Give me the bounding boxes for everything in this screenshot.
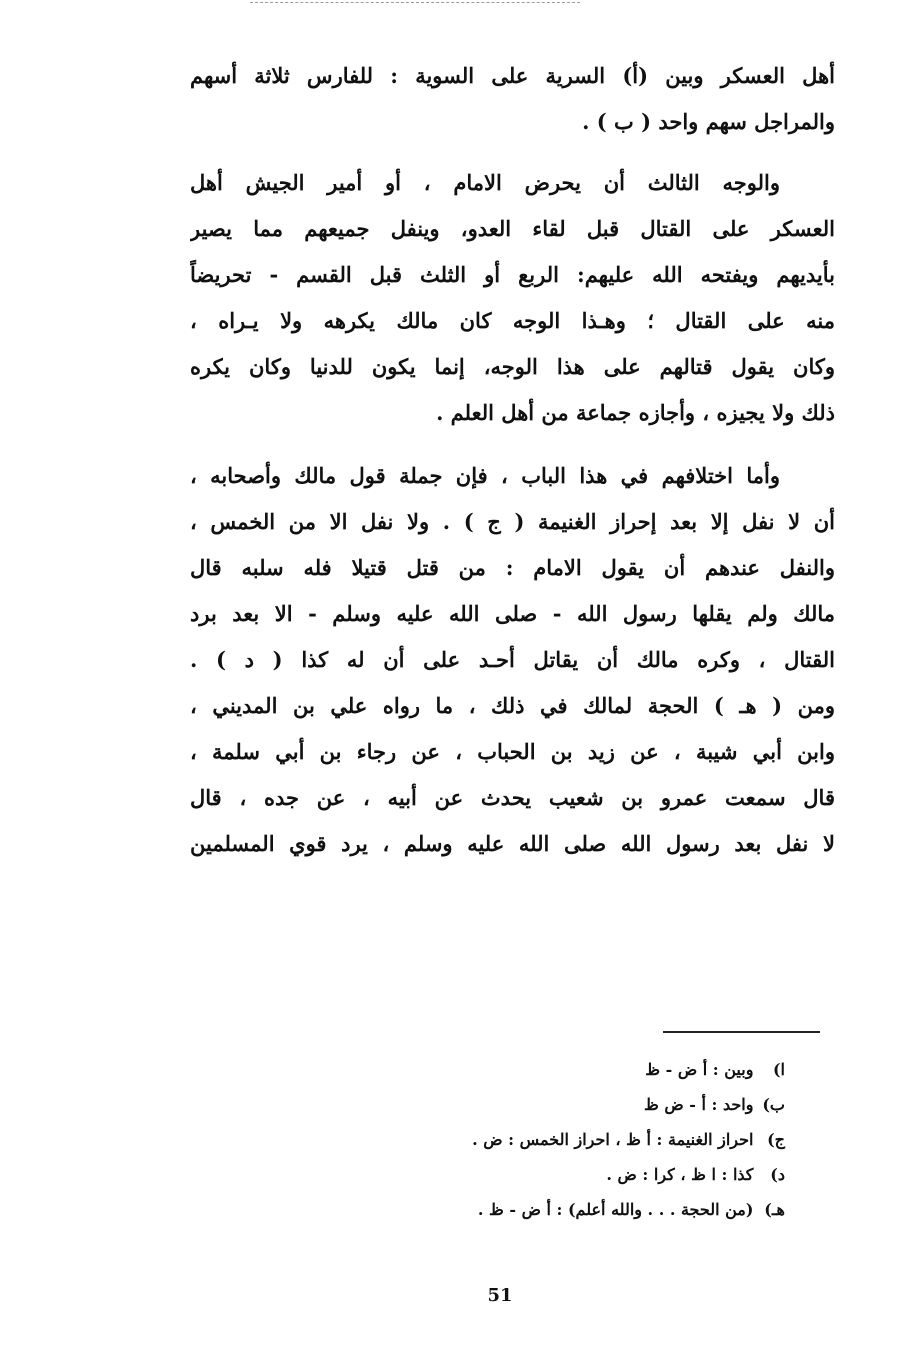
text-line: وأما اختلافهم في هذا الباب ، فإن جملة قول مالك وأصحابه ، [190, 463, 780, 488]
footnote-separator [663, 1031, 820, 1033]
footnote-label: هـ) [764, 1200, 785, 1219]
text-line: القتال ، وكره مالك أن يقاتل أحـد على أن له كذا ( د ) . [190, 647, 835, 672]
footnote-text: وبين : أ ض - ظ [645, 1060, 754, 1079]
text-line: وكان يقول قتالهم على هذا الوجه، إنما يكون للدنيا وكان يكره [190, 354, 835, 379]
footnote [330, 1122, 785, 1157]
footnote-text: (من الحجة . . . والله أعلم) : أ ض - ظ . [477, 1200, 754, 1219]
paragraph-3 [190, 453, 835, 867]
paragraph-1 [190, 53, 835, 145]
text-line: والنفل عندهم أن يقول الامام : من قتل قتيلا فله سلبه قال [190, 555, 835, 580]
footnote-text: كذا : ا ظ ، كرا : ض . [606, 1165, 754, 1184]
text-line: والمراجل سهم واحد ( ب ) . [582, 109, 835, 134]
footnote-label: ا) [772, 1060, 785, 1079]
footnote [330, 1052, 785, 1087]
footnote [330, 1192, 785, 1227]
text-line: قال سمعت عمرو بن شعيب يحدث عن أبيه ، عن جده ، قال [190, 785, 835, 810]
footnote-label: ج) [767, 1130, 785, 1149]
footnote [330, 1087, 785, 1122]
text-line: مالك ولم يقلها رسول الله - صلى الله عليه وسلم - الا بعد برد [190, 601, 835, 626]
paragraph-2 [190, 160, 835, 436]
text-line: أهل العسكر وبين (أ) السرية على السوية : للفارس ثلاثة أسهم [190, 63, 835, 88]
text-line: أن لا نفل إلا بعد إحراز الغنيمة ( ج ) . ولا نفل الا من الخمس ، [190, 509, 835, 534]
text-line: بأيديهم ويفتحه الله عليهم: الربع أو الثلث قبل القسم - تحريضاً [190, 262, 835, 287]
footnotes [330, 1052, 785, 1227]
text-line: منه على القتال ؛ وهـذا الوجه كان مالك يكرهه ولا يـراه ، [190, 308, 835, 333]
text-line: لا نفل بعد رسول الله صلى الله عليه وسلم ، يرد قوي المسلمين [190, 831, 835, 856]
footnote-label: د) [770, 1165, 785, 1184]
footnote-text: واحد : أ - ض ظ [643, 1095, 754, 1114]
page-number: 51 [487, 1285, 513, 1306]
footnote [330, 1157, 785, 1192]
footnote-label: ب) [762, 1095, 785, 1114]
text-line: والوجه الثالث أن يحرض الامام ، أو أمير الجيش أهل [190, 170, 780, 195]
top-dashed-rule [250, 2, 580, 3]
footnote-text: احراز الغنيمة : أ ظ ، احراز الخمس : ض . [472, 1130, 754, 1149]
text-line: ومن ( هـ ) الحجة لمالك في ذلك ، ما رواه علي بن المديني ، [190, 693, 835, 718]
text-line: العسكر على القتال قبل لقاء العدو، وينفل جميعهم مما يصير [190, 216, 835, 241]
text-line: وابن أبي شيبة ، عن زيد بن الحباب ، عن رجاء بن أبي سلمة ، [190, 739, 835, 764]
text-line: ذلك ولا يجيزه ، وأجازه جماعة من أهل العلم . [436, 400, 835, 425]
